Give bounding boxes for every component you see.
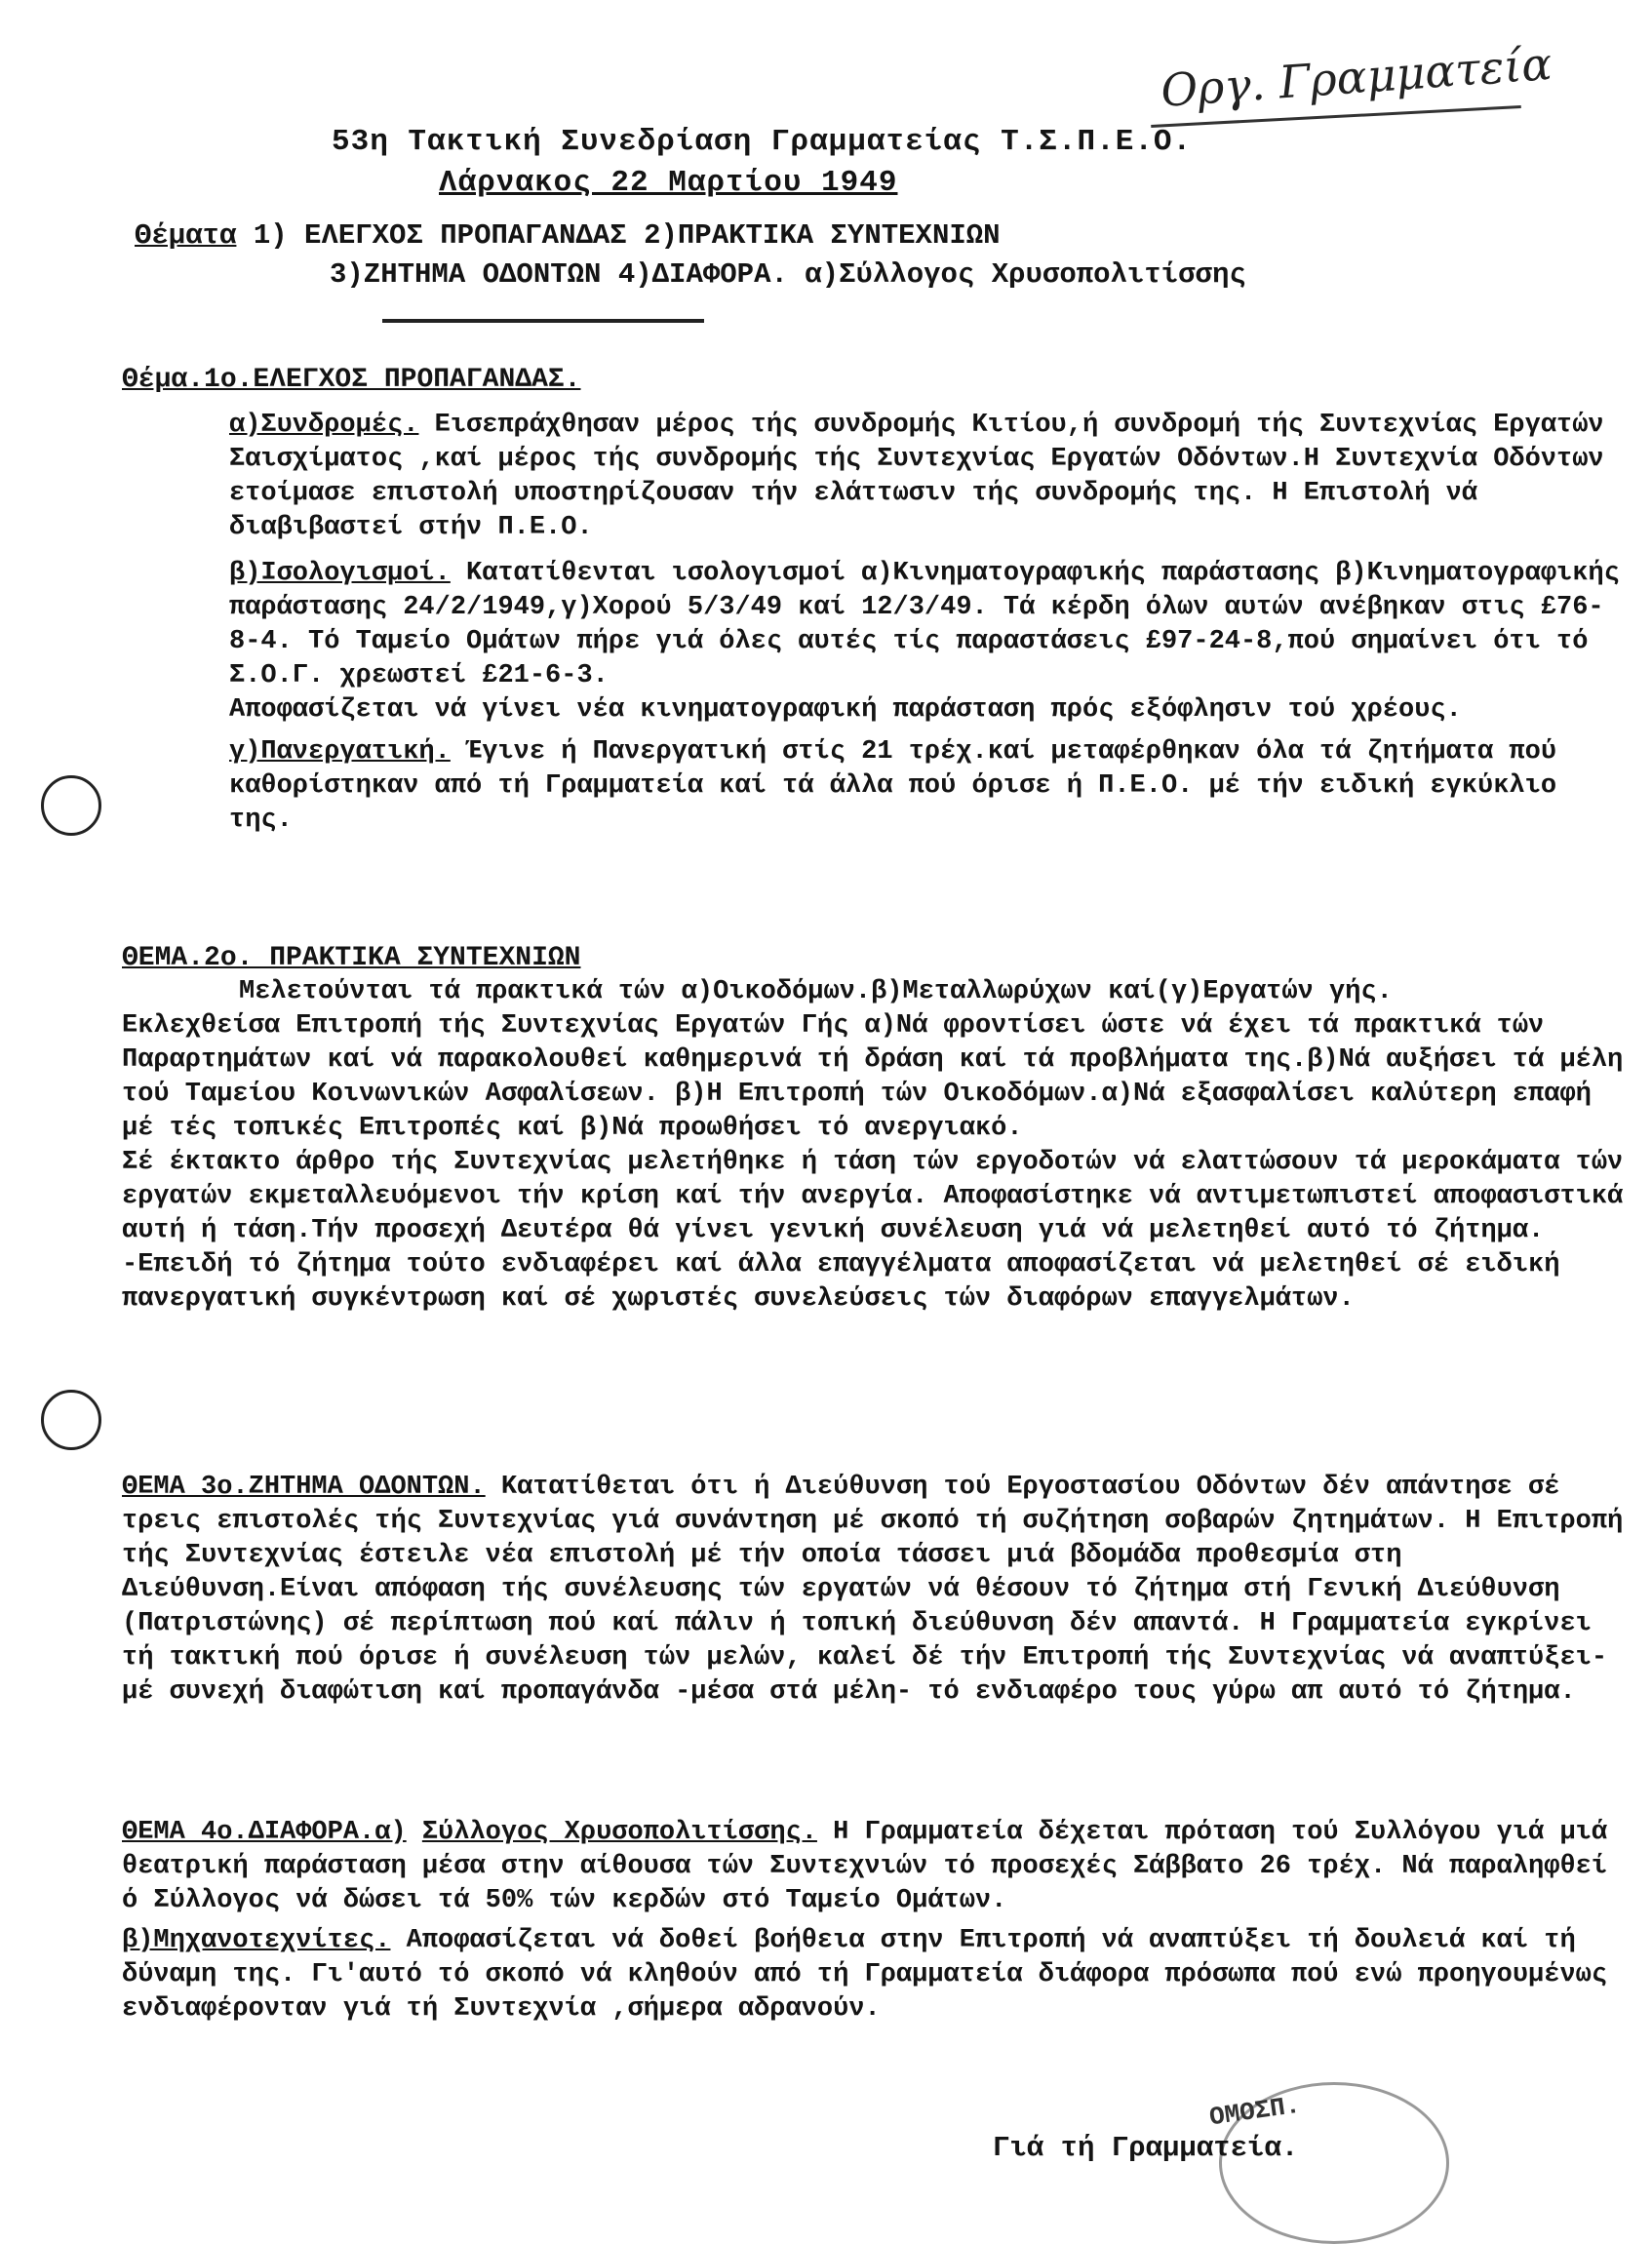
section-2-p1: Μελετούνται τά πρακτικά τών α)Οικοδόμων.β)Μεταλλωρύχων καί(γ)Εργατών γής. <box>239 977 1393 1006</box>
section-4-b-label: β)Μηχανοτεχνίτες. <box>122 1926 391 1955</box>
section-4-heading: ΘΕΜΑ 4ο.ΔΙΑΦΟΡΑ.α) <box>122 1818 407 1847</box>
section-4-b-text: Αποφασίζεται νά δοθεί βοήθεια στην Επιτροπή νά αναπτύξει τή δουλειά καί τή δύναμη της. Γι'αυτό τό σκοπό νά κληθούν από τή Γραμματεία διάφορα πρόσωπα πού ενώ προηγουμένως ενδιαφέρονταν γιά τή Συντεχνία ,σήμερα αδρανούν. <box>122 1926 1608 2024</box>
section-4 <box>122 1816 1629 2027</box>
section-2 <box>122 941 1629 1317</box>
section-1-heading: Θέμα.1ο.ΕΛΕΓΧΟΣ ΠΡΟΠΑΓΑΝΔΑΣ. <box>122 365 581 395</box>
section-1 <box>122 363 1629 838</box>
section-2-heading: ΘΕΜΑ.2ο. ΠΡΑΚΤΙΚΑ ΣΥΝΤΕΧΝΙΩΝ <box>122 943 581 973</box>
agenda-line-1: 1) ΕΛΕΓΧΟΣ ΠΡΟΠΑΓΑΝΔΑΣ 2)ΠΡΑΚΤΙΚΑ ΣΥΝΤΕΧΝΙΩΝ <box>253 219 1001 252</box>
punch-hole-bottom <box>41 1390 101 1450</box>
document-title: 53η Τακτική Συνεδρίαση Γραμματείας Τ.Σ.Π.Ε.Ο. <box>332 125 1193 159</box>
separator-line <box>382 319 704 323</box>
punch-hole-top <box>41 775 101 836</box>
section-2-p4: -Επειδή τό ζήτημα τούτο ενδιαφέρει καί άλλα επαγγέλματα αποφασίζεται νά μελετηθεί σέ ειδική πανεργατική συγκέντρωση καί σέ χωριστές συνελεύσεις τών διαφόρων επαγγελμάτων. <box>122 1250 1560 1314</box>
section-1-item-c <box>122 735 1629 838</box>
section-1-a-label: α)Συνδρομές. <box>229 411 419 440</box>
agenda-label: Θέματα <box>135 219 237 252</box>
agenda-line-2: 3)ΖΗΤΗΜΑ ΟΔΟΝΤΩΝ 4)ΔΙΑΦΟΡΑ. α)Σύλλογος Χρυσοπολιτίσσης <box>330 258 1246 291</box>
signature-line: Γιά τή Γραμματεία. <box>993 2132 1299 2164</box>
agenda <box>135 217 1627 295</box>
section-1-item-a <box>122 409 1629 545</box>
section-1-b-label: β)Ισολογισμοί. <box>229 559 451 588</box>
section-4-a-text: Η Γραμματεία δέχεται πρόταση τού Συλλόγου γιά μιά θεατρική παράσταση μέσα στην αίθουσα τών Συντεχνιών τό προσεχές Σάββατο 26 τρέχ. Νά παραληφθεί ό Σύλλογος νά δώσει τά 50% τών κερδών στό Ταμείο Ομάτων. <box>122 1818 1608 1915</box>
section-1-c-text: Έγινε ή Πανεργατική στίς 21 τρέχ.καί μεταφέρθηκαν όλα τά ζητήματα πού καθορίστηκαν από τή Γραμματεία καί τά άλλα πού όρισε ή Π.Ε.Ο. μέ τήν ειδική εγκύκλιο της. <box>229 737 1557 835</box>
section-1-b-text: Κατατίθενται ισολογισμοί α)Κινηματογραφικής παράστασης β)Κινηματογραφικής παράστασης 24/2/1949,γ)Χορού 5/3/49 καί 12/3/49. Τά κέρδη όλων αυτών ανέβηκαν στις £76-8-4. Τό Ταμείο Ομάτων πήρε γιά όλες αυτές τίς παραστάσεις £97-24-8,πού σημαίνει ότι τό Σ.Ο.Γ. χρεωστεί £21-6-3. <box>229 559 1620 690</box>
section-4-a-label: Σύλλογος Χρυσοπολιτίσσης. <box>421 1818 817 1847</box>
section-1-item-b <box>122 557 1629 728</box>
agenda-row-1 <box>135 217 1627 256</box>
section-3 <box>122 1471 1629 1710</box>
document-date: Λάρνακος 22 Μαρτίου 1949 <box>439 166 898 200</box>
section-1-c-label: γ)Πανεργατική. <box>229 737 451 767</box>
handwritten-note: Οργ. Γραμματεία <box>1159 37 1554 117</box>
section-1-a-text: Εισεπράχθησαν μέρος τής συνδρομής Κιτίου,ή συνδρομή τής Συντεχνίας Εργατών Σαισχίματος ,καί μέρος τής συνδρομής τής Συντεχνίας Εργατών Οδόντων.Η Συντεχνία Οδόντων ετοίμασε επιστολή υποστηρίζουσαν τήν ελάττωσιν τής συνδρομής της. Η Επιστολή νά διαβιβαστεί στήν Π.Ε.Ο. <box>229 411 1604 542</box>
section-3-heading: ΘΕΜΑ 3ο.ΖΗΤΗΜΑ ΟΔΟΝΤΩΝ. <box>122 1473 486 1502</box>
section-2-p3: Σέ έκτακτο άρθρο τής Συντεχνίας μελετήθηκε ή τάση τών εργοδοτών νά ελαττώσουν τά μεροκάματα τών εργατών εκμεταλλευόμενοι τήν κρίση καί τήν ανεργία. Αποφασίστηκε νά αντιμετωπιστεί αποφασιστικά αυτή ή τάση.Τήν προσεχή Δευτέρα θά γίνει γενική συνέλευση γιά νά μελετηθεί αυτό τό ζήτημα. <box>122 1148 1624 1245</box>
stamp-text: ΟΜΟΣΠ. <box>1207 2090 1303 2133</box>
title-block <box>332 122 1307 204</box>
section-1-b-decision: Αποφασίζεται νά γίνει νέα κινηματογραφική παράσταση πρός εξόφλησιν τού χρέους. <box>229 695 1462 725</box>
section-2-p2: Εκλεχθείσα Επιτροπή τής Συντεχνίας Εργατών Γής α)Νά φροντίσει ώστε νά έχει τά πρακτικά τών Παραρτημάτων καί νά παρακολουθεί καθημερινά τή δράση καί τά προβλήματα της.β)Νά αυξήσει τά μέλη τού Ταμείου Κοινωνικών Ασφαλίσεων. β)Η Επιτροπή τών Οικοδόμων.α)Νά εξασφαλίσει καλύτερη επαφή μέ τές τοπικές Επιτροπές καί β)Νά προωθήσει τό ανεργιακό. <box>122 1011 1624 1143</box>
section-3-text: Κατατίθεται ότι ή Διεύθυνση τού Εργοστασίου Οδόντων δέν απάντησε σέ τρεις επιστολές τής Συντεχνίας γιά συνάντηση μέ σκοπό τή συζήτηση σοβαρών ζητημάτων. Η Επιτροπή τής Συντεχνίας έστειλε νέα επιστολή μέ τήν οποία τάσσει μιά βδομάδα προθεσμία στη Διεύθυνση.Είναι απόφαση τής συνέλευσης τών εργατών νά θέσουν τό ζήτημα στή Γενική Διεύθυνση (Πατριστώνης) σέ περίπτωση πού καί πάλιν ή τοπική διεύθυνση δέν απαντά. Η Γραμματεία εγκρίνει τή τακτική πού όρισε ή συνέλευση τών μελών, καλεί δέ τήν Επιτροπή τής Συντεχνίας νά αναπτύξει-μέ συνεχή διαφώτιση καί προπαγάνδα -μέσα στά μέλη- τό ενδιαφέρο τους γύρω απ αυτό τό ζήτημα. <box>122 1473 1624 1707</box>
